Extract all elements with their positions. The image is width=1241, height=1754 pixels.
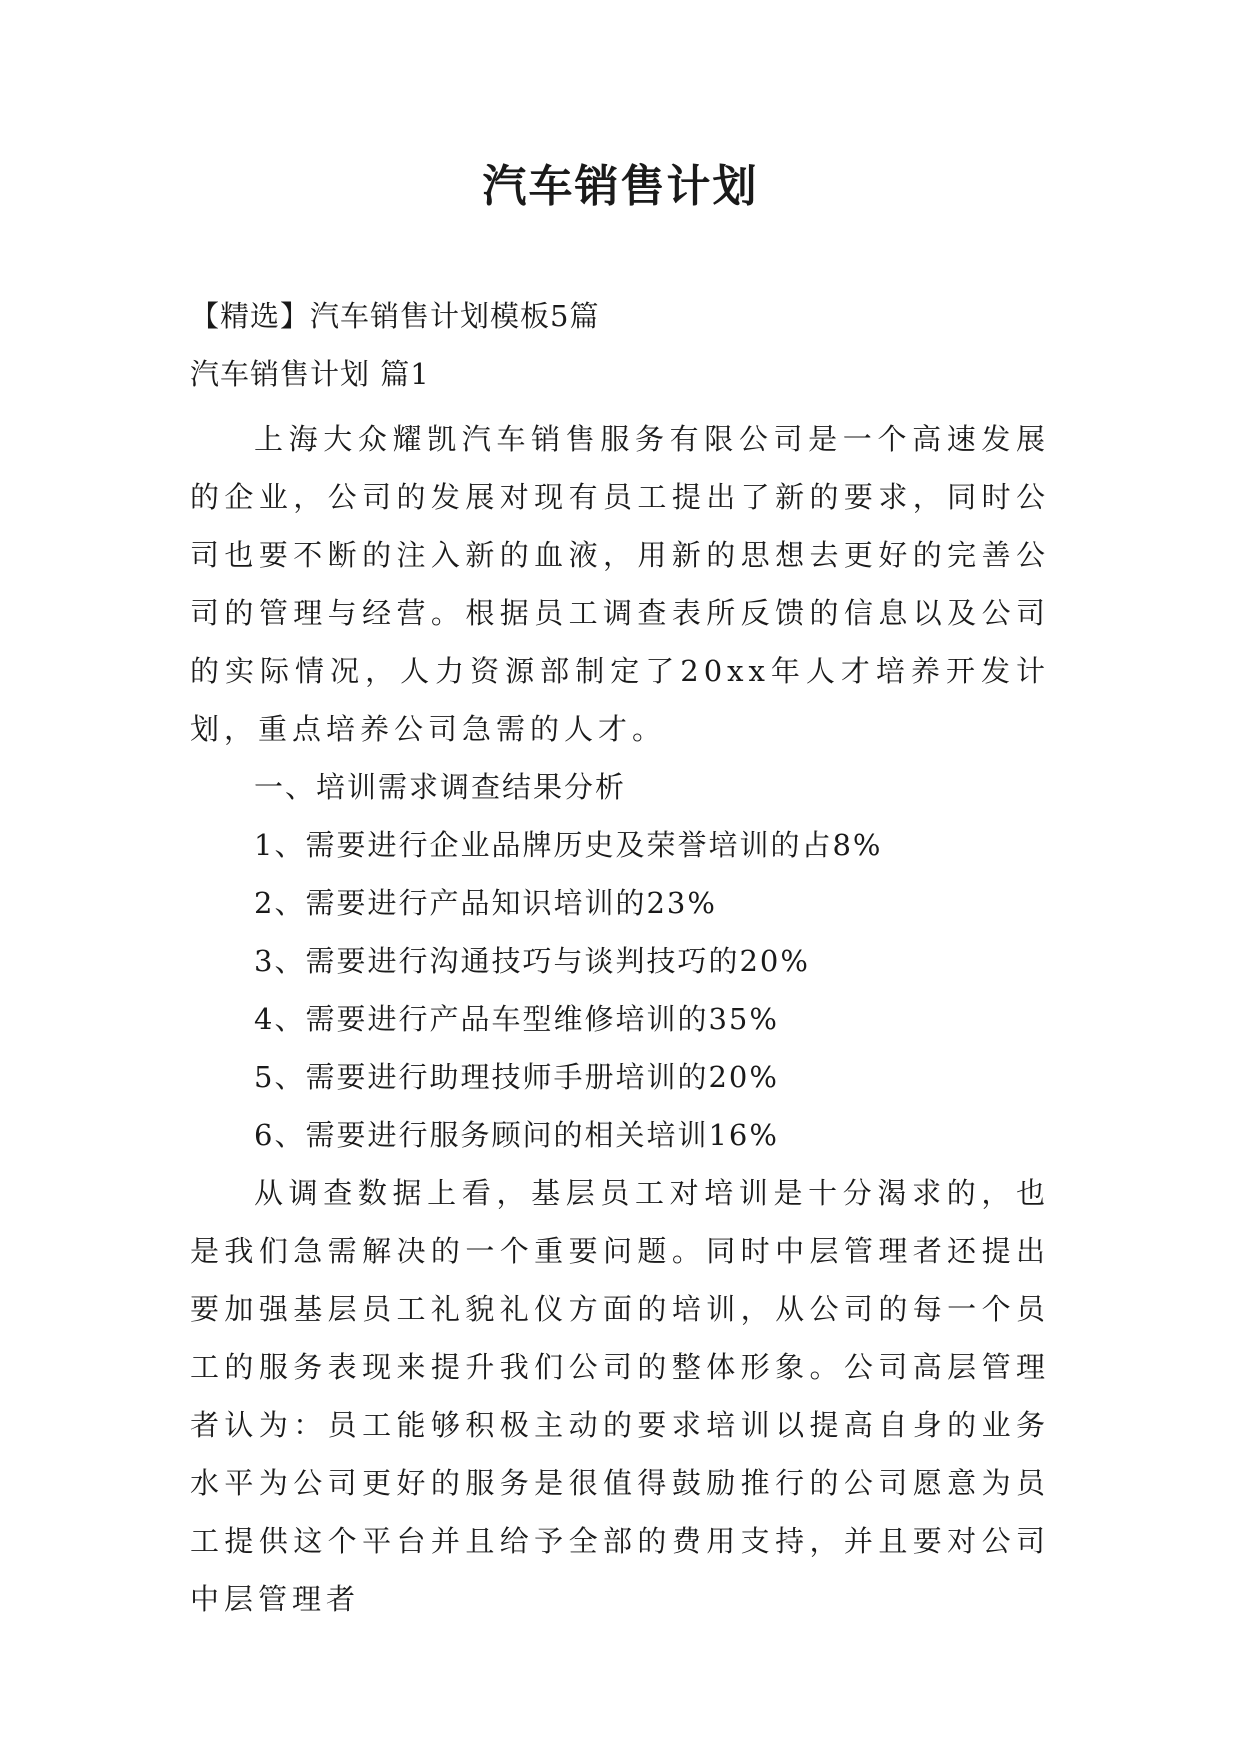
survey-item: 6、需要进行服务顾问的相关培训16% [254, 1118, 779, 1152]
intro-paragraph: 上海大众耀凯汽车销售服务有限公司是一个高速发展的企业，公司的发展对现有员工提出了新的要求，同时公司也要不断的注入新的血液，用新的思想去更好的完善公司的管理与经营。根据员工调查表所反馈的信息以及公司的实际情况，人力资源部制定了20xx年人才培养开发计划，重点培养公司急需的人才。 [190, 422, 1050, 746]
survey-item: 2、需要进行产品知识培训的23% [254, 886, 717, 920]
survey-item: 3、需要进行沟通技巧与谈判技巧的20% [254, 944, 810, 978]
document-body [190, 410, 1050, 1628]
document-subtitle: 【精选】汽车销售计划模板5篇 [190, 299, 600, 333]
survey-item: 4、需要进行产品车型维修培训的35% [254, 1002, 779, 1036]
analysis-heading: 一、培训需求调查结果分析 [254, 770, 627, 804]
section-heading: 汽车销售计划 篇1 [190, 357, 430, 391]
conclusion-paragraph: 从调查数据上看，基层员工对培训是十分渴求的，也是我们急需解决的一个重要问题。同时中层管理者还提出要加强基层员工礼貌礼仪方面的培训，从公司的每一个员工的服务表现来提升我们公司的整体形象。公司高层管理者认为：员工能够积极主动的要求培训以提高自身的业务水平为公司更好的服务是很值得鼓励推行的公司愿意为员工提供这个平台并且给予全部的费用支持，并且要对公司中层管理者 [190, 1176, 1050, 1616]
survey-item: 5、需要进行助理技师手册培训的20% [254, 1060, 779, 1094]
document-title: 汽车销售计划 [482, 161, 759, 212]
survey-item: 1、需要进行企业品牌历史及荣誉培训的占8% [254, 828, 883, 862]
